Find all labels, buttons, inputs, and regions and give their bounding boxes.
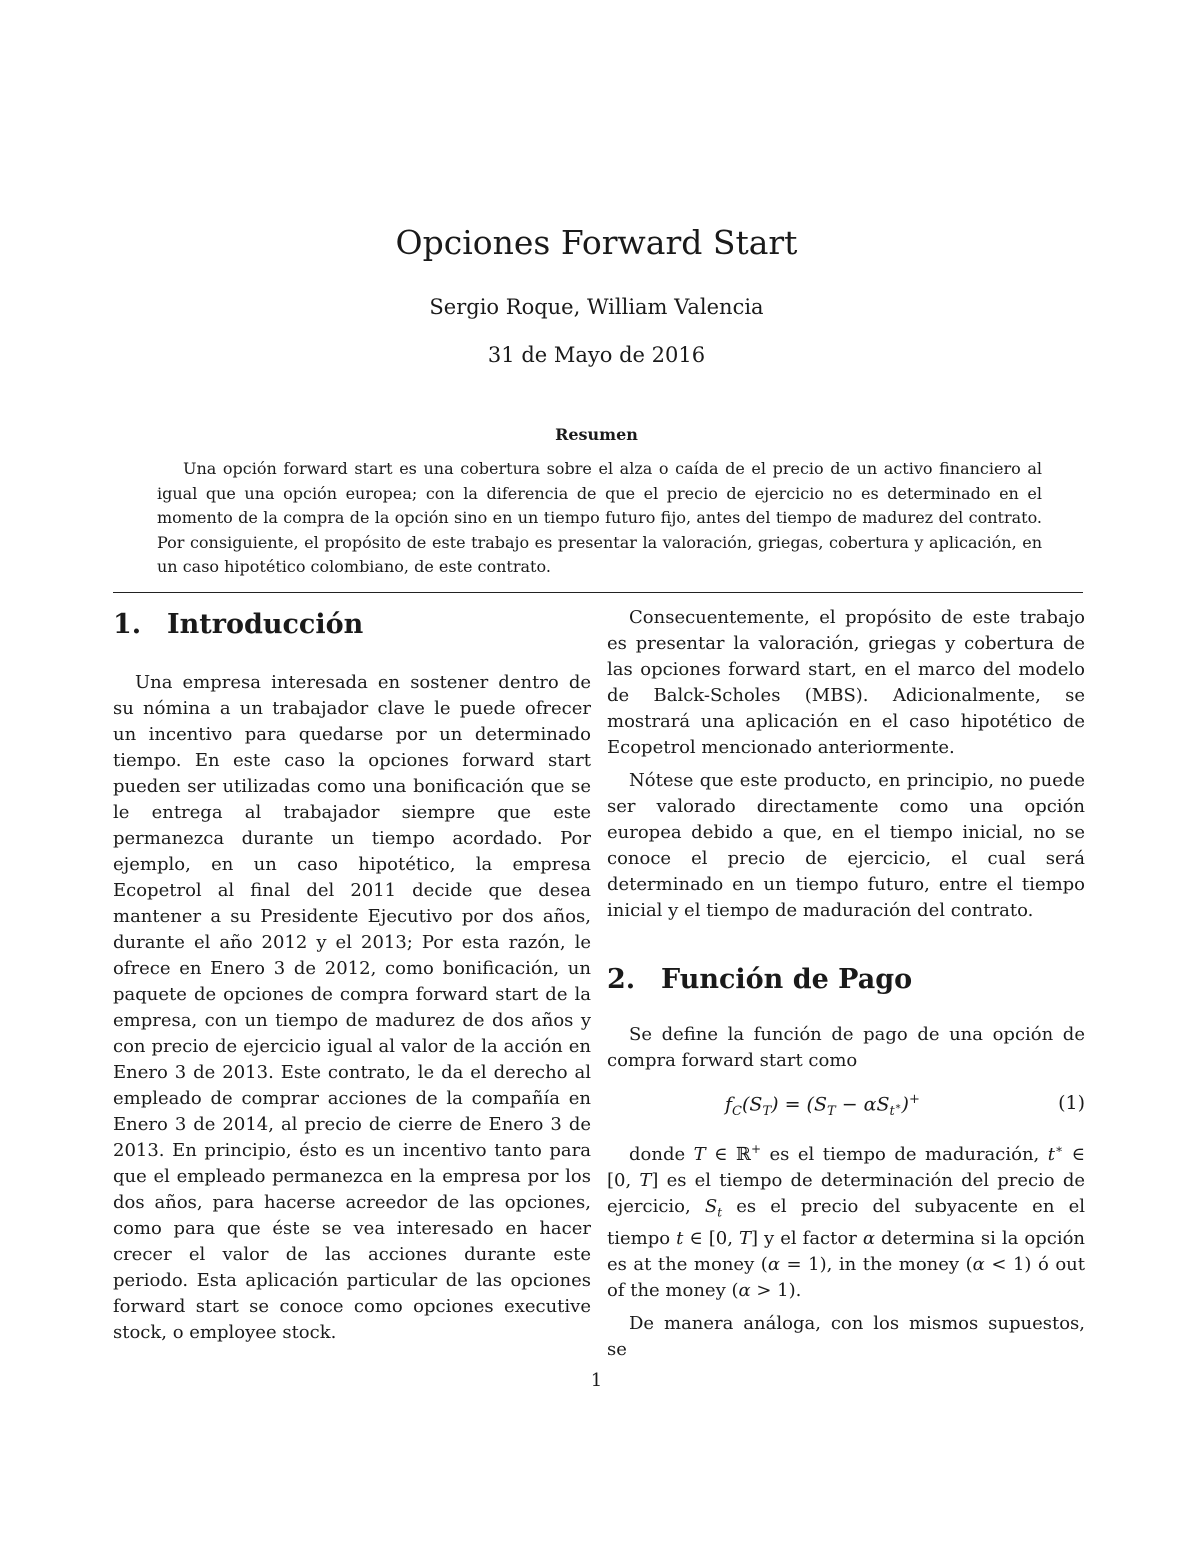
section-1-number: 1. bbox=[113, 609, 142, 640]
section-1-paragraph-2: Consecuentemente, el propósito de este trabajo es presentar la valoración, griegas y cobertura de las opciones forward start, en el marco del modelo de Balck-Scholes (MBS). Adicionalmente, se mostrará una aplicación en el caso hipotético de Ecopetrol mencionado anteriormente. bbox=[607, 607, 1085, 758]
right-column bbox=[607, 605, 1085, 1363]
equation-1-body: $f_C(S_T) = (S_T - \alpha S_{t^∗})^+$ bbox=[725, 1092, 920, 1120]
math-t-interval: t bbox=[676, 1227, 684, 1249]
equation-1-number: (1) bbox=[1058, 1092, 1085, 1114]
equation-1 bbox=[607, 1080, 1085, 1132]
left-column bbox=[113, 605, 591, 1346]
section-2-paragraph-2: donde T ∈ ℝ+ es el tiempo de maduración, t∗ ∈ [0, T] es el tiempo de determinación del precio de ejercicio, $S_t$ es el precio del subyacente en el tiempo t ∈ [0, T] y el factor α determina si la opción es at the money (α = 1), in the money (α < 1) ó out of the money (α > 1). bbox=[607, 1142, 1086, 1301]
text-fragment: es el tiempo de determinación del precio de ejercicio, bbox=[607, 1170, 1085, 1217]
section-1-heading bbox=[113, 606, 591, 644]
math-T-in-R: T bbox=[693, 1144, 706, 1165]
text-fragment: ), in the money ( bbox=[819, 1253, 973, 1275]
text-fragment: es el precio del subyacente en el tiempo bbox=[607, 1196, 1085, 1249]
section-1-paragraph-1: Una empresa interesada en sostener dentro de su nómina a un trabajador clave le puede ofrecer un incentivo para quedarse por un determinado tiempo. En este caso la opciones forward start pueden ser utilizadas como una bonificación que se le entrega al trabajador siempre que este permanezca durante un tiempo acordado. Por ejemplo, en un caso hipotético, la empresa Ecopetrol al final del 2011 decide que desea mantener a su Presidente Ejecutivo por dos años, durante el año 2012 y el 2013; Por esta razón, le ofrece en Enero 3 de 2012, como bonificación, un paquete de opciones de compra forward start de la empresa, con un tiempo de madurez de dos años y con precio de ejercicio igual al valor de la acción en Enero 3 de 2013. Este contrato, le da el derecho al empleado de comprar acciones de la compañía en Enero 3 de 2014, al precio de cierre de Enero 3 de 2013. En principio, ésto es un incentivo tanto para que el empleado permanezca en la empresa por los dos años, para hacerse acreedor de las opciones, como para que éste se vea interesado en hacer crecer el valor de las acciones durante este periodo. Esta aplicación particular de las opciones forward start se conoce como opciones executive stock, o employee stock. bbox=[113, 672, 591, 1343]
paper-authors: Sergio Roque, William Valencia bbox=[429, 295, 764, 319]
abstract-divider bbox=[113, 592, 1083, 593]
section-2-paragraph-3: De manera análoga, con los mismos supuestos, se bbox=[607, 1312, 1085, 1360]
paper-title: Opciones Forward Start bbox=[395, 223, 798, 262]
math-tstar: t bbox=[1047, 1144, 1056, 1165]
section-2-paragraph-1: Se define la función de pago de una opción de compra forward start como bbox=[607, 1024, 1085, 1071]
text-fragment: es el tiempo de maduración, bbox=[761, 1144, 1048, 1165]
abstract-text: Una opción forward start es una cobertura sobre el alza o caída de el precio de un activo financiero al igual que una opción europea; con la diferencia de que el precio de ejercicio no es determinado en el momento de la compra de la opción sino en un tiempo futuro fijo, antes del tiempo de madurez del contrato. Por consiguiente, el propósito de este trabajo es presentar la valoración, griegas, cobertura y aplicación, en un caso hipotético colombiano, de este contrato. bbox=[157, 459, 1042, 576]
text-fragment: y el factor bbox=[758, 1227, 863, 1249]
page-number: 1 bbox=[590, 1370, 603, 1391]
abstract-heading: Resumen bbox=[555, 425, 638, 444]
text-fragment: donde bbox=[629, 1144, 694, 1165]
section-2-title: Función de Pago bbox=[661, 964, 913, 995]
section-2-heading bbox=[607, 961, 1085, 999]
text-fragment: determina si la opción es at the money ( bbox=[607, 1227, 1086, 1275]
math-alpha: α bbox=[862, 1227, 875, 1249]
text-fragment: ). bbox=[788, 1279, 802, 1301]
section-1-paragraph-3: Nótese que este producto, en principio, no puede ser valorado directamente como una opción europea debido a que, en el tiempo inicial, no se conoce el precio de ejercicio, el cual será determinado en un tiempo futuro, entre el tiempo inicial y el tiempo de maduración del contrato. bbox=[607, 770, 1085, 921]
paper-date: 31 de Mayo de 2016 bbox=[487, 343, 706, 367]
text-fragment: ) ó out of the money ( bbox=[607, 1253, 1085, 1301]
section-1-title: Introducción bbox=[167, 609, 364, 640]
math-St: S bbox=[704, 1196, 718, 1217]
section-2-number: 2. bbox=[607, 964, 636, 995]
